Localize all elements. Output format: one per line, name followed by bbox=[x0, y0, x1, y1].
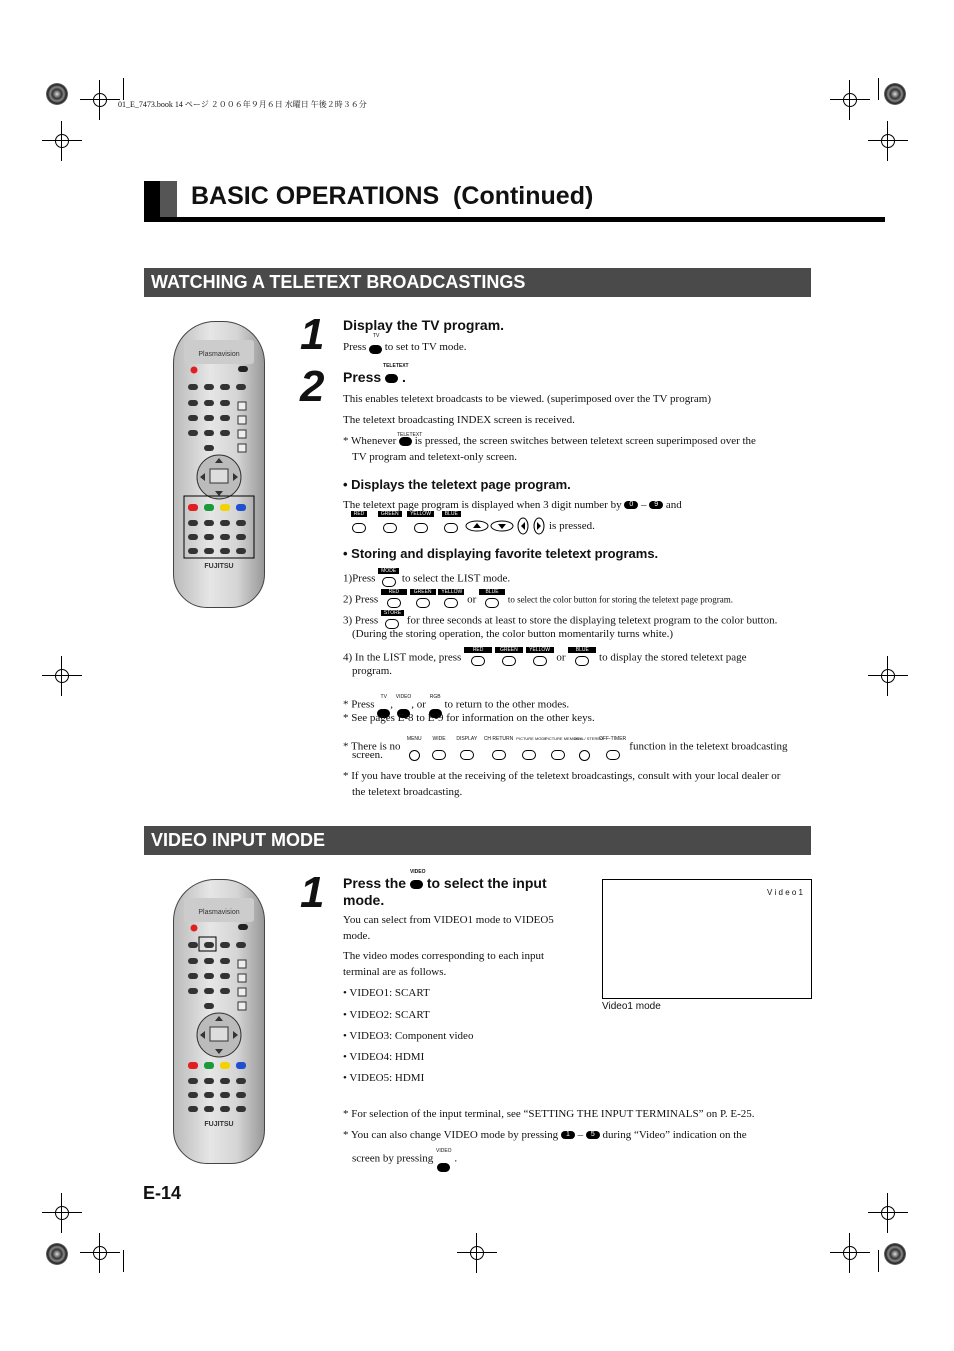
step-title: Press the VIDEO to select the input bbox=[343, 869, 547, 891]
red-button-icon bbox=[387, 598, 401, 608]
red-button-icon bbox=[471, 656, 485, 666]
remote-control-illustration bbox=[173, 879, 265, 1164]
screen-osd-text: V i d e o 1 bbox=[766, 888, 803, 897]
screen-illustration bbox=[602, 879, 812, 999]
crosshair-mark bbox=[868, 656, 908, 696]
note: * Press TV , VIDEO , or RGB to return to the other modes. bbox=[343, 689, 569, 721]
remote-control-illustration bbox=[173, 321, 265, 608]
step-title: mode. bbox=[343, 892, 385, 908]
subheading: • Storing and displaying favorite teletext programs. bbox=[343, 546, 659, 561]
crosshair-mark bbox=[80, 1233, 120, 1273]
title-rule bbox=[144, 217, 885, 222]
trim-line bbox=[878, 1250, 879, 1272]
paragraph: You can select from VIDEO1 mode to VIDEO5 bbox=[343, 914, 554, 926]
teletext-button-icon bbox=[385, 374, 398, 383]
crosshair-mark bbox=[868, 121, 908, 161]
paragraph: The teletext page program is displayed when 3 digit number by 0 – 9 and bbox=[343, 499, 682, 511]
crosshair-mark bbox=[830, 1233, 870, 1273]
list-step: 2) Press RED GREEN YELLOW or BLUE to select the color button for storing the teletext page program. bbox=[343, 589, 733, 611]
blue-button-icon bbox=[485, 598, 499, 608]
picture-mode-button-icon bbox=[522, 750, 536, 760]
paragraph: mode. bbox=[343, 930, 371, 942]
key-0: 0 bbox=[624, 501, 638, 509]
list-step: (During the storing operation, the color button momentarily turns white.) bbox=[352, 628, 674, 640]
registration-disc bbox=[884, 1243, 906, 1265]
title-bar-block-shade bbox=[160, 181, 177, 217]
paragraph: The video modes corresponding to each input bbox=[343, 950, 545, 962]
key-1: 1 bbox=[561, 1131, 575, 1139]
crosshair-mark bbox=[42, 1193, 82, 1233]
arrow-keys-icon bbox=[465, 517, 547, 535]
remote-buttons bbox=[174, 322, 264, 607]
tv-button-icon bbox=[369, 345, 382, 354]
remote-maker: FUJITSU bbox=[204, 563, 234, 570]
color-buttons-line: RED GREEN YELLOW BLUE bbox=[345, 518, 465, 550]
yellow-button-icon bbox=[533, 656, 547, 666]
crosshair-mark bbox=[830, 80, 870, 120]
dual-stereo-button-icon bbox=[579, 750, 590, 761]
key-9: 9 bbox=[649, 501, 663, 509]
off-timer-button-icon bbox=[606, 750, 620, 760]
trim-line bbox=[878, 78, 879, 100]
section-heading-video: VIDEO INPUT MODE bbox=[144, 826, 811, 855]
remote-buttons bbox=[174, 880, 264, 1163]
note: * See pages E-8 to E-9 for information on the other keys. bbox=[343, 712, 595, 724]
yellow-button-icon bbox=[444, 598, 458, 608]
crosshair-mark bbox=[868, 1193, 908, 1233]
page-number: E-14 bbox=[143, 1183, 182, 1203]
registration-disc bbox=[884, 83, 906, 105]
note: screen by pressing VIDEO . bbox=[352, 1143, 457, 1175]
note: * There is no MENU WIDE DISPLAY CH RETURN PICTURE MODE PICTURE MEMORY DUAL/ STEREO OFF-TIMER function in the teletext broadcasting bbox=[343, 731, 788, 763]
paragraph: The teletext broadcasting INDEX screen is received. bbox=[343, 414, 575, 426]
print-header: 01_E_7473.book 14 ページ ２００６年９月６日 水曜日 午後２時３６分 bbox=[118, 100, 367, 109]
step-text: Press TV to set to TV mode. bbox=[343, 333, 467, 353]
trim-line bbox=[123, 1250, 124, 1272]
video-button-icon bbox=[410, 880, 423, 889]
ch-return-button-icon bbox=[492, 750, 506, 760]
wide-button-icon bbox=[432, 750, 446, 760]
list-step: 3) Press STORE for three seconds at least to store the displaying teletext program to the color button. bbox=[343, 610, 777, 632]
mode-button-icon bbox=[382, 577, 396, 587]
list-item: • VIDEO1: SCART bbox=[343, 987, 430, 999]
blue-button-icon bbox=[575, 656, 589, 666]
step-number: 1 bbox=[300, 868, 325, 917]
tv-button-label: TV bbox=[372, 333, 380, 339]
green-button-icon bbox=[416, 598, 430, 608]
green-button-icon bbox=[383, 523, 397, 533]
video-button-icon bbox=[437, 1163, 450, 1172]
crosshair-mark bbox=[80, 80, 120, 120]
list-step: 1)Press MODE to select the LIST mode. bbox=[343, 568, 510, 590]
screen-caption: Video1 mode bbox=[602, 1001, 661, 1012]
remote-maker: FUJITSU bbox=[204, 1121, 234, 1128]
crosshair-mark bbox=[42, 121, 82, 161]
list-step: program. bbox=[352, 665, 393, 677]
list-item: • VIDEO2: SCART bbox=[343, 1009, 430, 1021]
step-title: Press TELETEXT . bbox=[343, 363, 409, 385]
page-title: BASIC OPERATIONS (Continued) bbox=[191, 182, 594, 210]
yellow-button-icon bbox=[414, 523, 428, 533]
remote-brand: Plasmavision bbox=[198, 909, 240, 916]
list-item: • VIDEO5: HDMI bbox=[343, 1072, 425, 1084]
green-button-icon bbox=[502, 656, 516, 666]
red-button-icon bbox=[352, 523, 366, 533]
display-button-icon bbox=[460, 750, 474, 760]
paragraph: This enables teletext broadcasts to be viewed. (superimposed over the TV program) bbox=[343, 393, 711, 405]
registration-disc bbox=[46, 1243, 68, 1265]
list-item: • VIDEO3: Component video bbox=[343, 1030, 474, 1042]
note: screen. bbox=[352, 749, 383, 761]
paragraph: terminal are as follows. bbox=[343, 966, 447, 978]
step-number: 1 bbox=[300, 310, 325, 359]
note: the teletext broadcasting. bbox=[352, 786, 463, 798]
trim-line bbox=[123, 78, 124, 100]
picture-memory-button-icon bbox=[551, 750, 565, 760]
note: * You can also change VIDEO mode by pressing 1 – 5 during “Video” indication on the bbox=[343, 1129, 747, 1141]
note: * Whenever TELETEXT is pressed, the screen switches between teletext screen superimposed over the bbox=[343, 432, 756, 447]
note: TV program and teletext-only screen. bbox=[352, 451, 518, 463]
note: * If you have trouble at the receiving of the teletext broadcastings, consult with your local dealer or bbox=[343, 770, 781, 782]
registration-disc bbox=[46, 83, 68, 105]
crosshair-mark bbox=[42, 656, 82, 696]
list-item: • VIDEO4: HDMI bbox=[343, 1051, 425, 1063]
list-step: 4) In the LIST mode, press RED GREEN YELLOW or BLUE to display the stored teletext page bbox=[343, 647, 747, 669]
blue-button-icon bbox=[444, 523, 458, 533]
crosshair-mark bbox=[457, 1233, 497, 1273]
menu-button-icon bbox=[409, 750, 420, 761]
step-number: 2 bbox=[300, 362, 325, 411]
subheading: • Displays the teletext page program. bbox=[343, 477, 571, 492]
remote-brand: Plasmavision bbox=[198, 351, 240, 358]
section-heading-teletext: WATCHING A TELETEXT BROADCASTINGS bbox=[144, 268, 811, 297]
note: * For selection of the input terminal, see “SETTING THE INPUT TERMINALS” on P. E-25. bbox=[343, 1108, 755, 1120]
step-title: Display the TV program. bbox=[343, 317, 505, 333]
key-5: 5 bbox=[586, 1131, 600, 1139]
paragraph: is pressed. bbox=[549, 520, 595, 532]
